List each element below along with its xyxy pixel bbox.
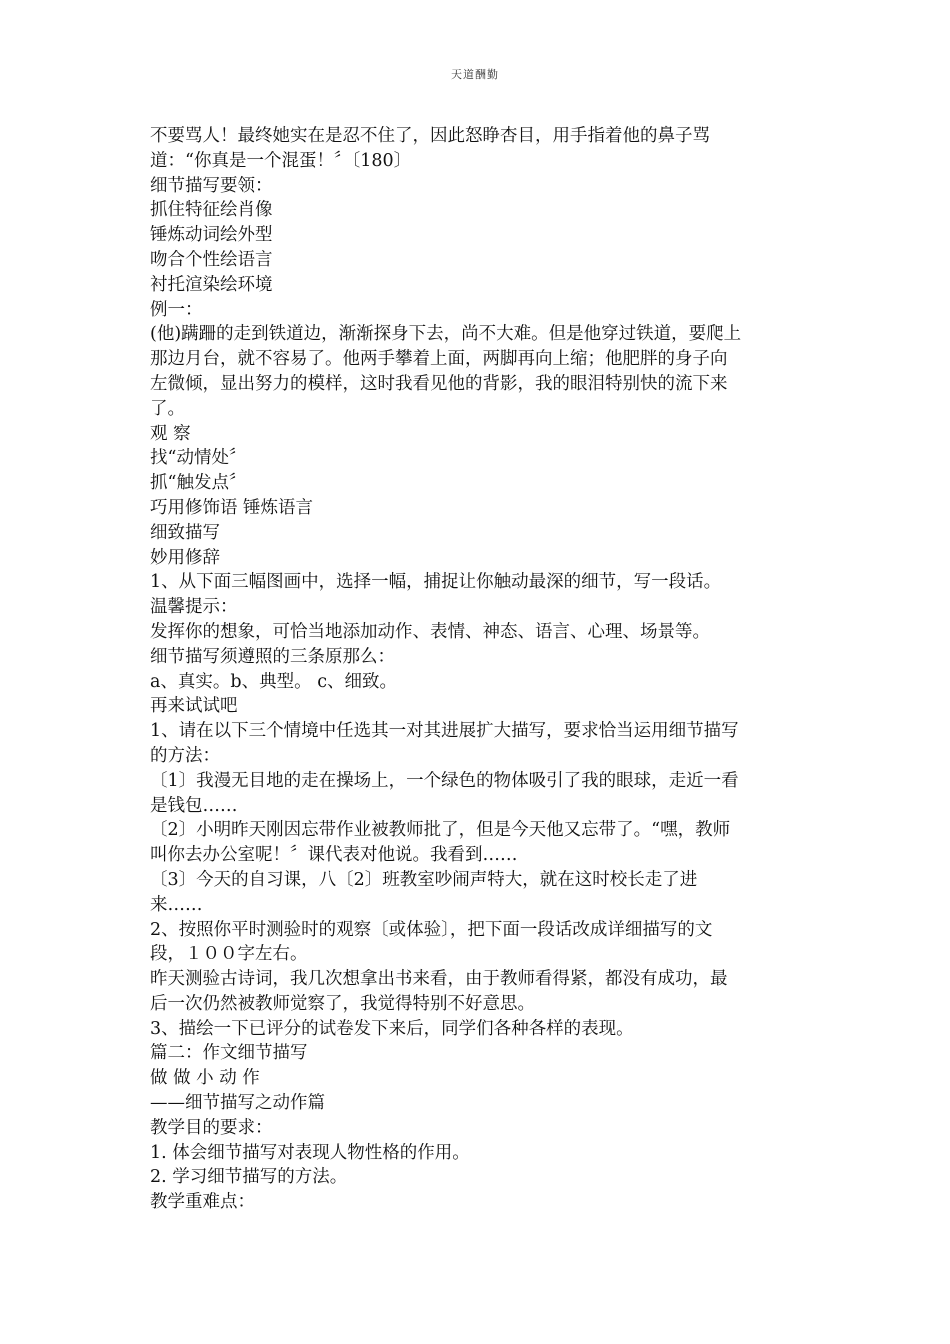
- text-line: 抓“触发点〞: [150, 473, 247, 494]
- text-line: 找“动情处〞: [150, 448, 247, 469]
- text-line: 再来试试吧: [150, 696, 238, 717]
- text-line: 〔1〕我漫无目地的走在操场上，一个绿色的物体吸引了我的眼球，走近一看: [150, 770, 739, 791]
- text-line: 的方法：: [150, 745, 220, 766]
- text-line: 不要骂人！最终她实在是忍不住了，因此怒睁杏目，用手指着他的鼻子骂: [150, 126, 710, 146]
- text-line: 妙用修辞: [150, 547, 220, 568]
- text-line: 例一：: [150, 299, 203, 320]
- text-line: 抓住特征绘肖像: [150, 200, 273, 221]
- text-line: 衬托渲染绘环境: [150, 274, 273, 295]
- text-line: 道：“你真是一个混蛋！〞〔180〕: [150, 150, 412, 171]
- text-line: 细节描写要领：: [150, 175, 273, 196]
- text-line: 左微倾，显出努力的模样，这时我看见他的背影，我的眼泪特别快的流下来: [150, 373, 728, 394]
- text-line: 教学重难点：: [150, 1192, 255, 1213]
- text-line: 温馨提示：: [150, 597, 238, 618]
- text-line: 做 做 小 动 作: [150, 1068, 260, 1089]
- text-line: 昨天测验古诗词，我几次想拿出书来看，由于教师看得紧，都没有成功，最: [150, 969, 728, 990]
- text-line: a、真实。b、典型。 c、细致。: [150, 671, 397, 692]
- text-line: 2、按照你平时测验时的观察〔或体验〕，把下面一段话改成详细描写的文: [150, 919, 713, 940]
- text-line: (他)蹒跚的走到铁道边，渐渐探身下去，尚不大难。但是他穿过铁道，要爬上: [150, 324, 742, 345]
- text-line: 〔3〕今天的自习课，八〔2〕班教室吵闹声特大，就在这时校长走了进: [150, 869, 698, 890]
- document-body: [150, 124, 802, 1215]
- text-line: 1、从下面三幅图画中，选择一幅，捕捉让你触动最深的细节，写一段话。: [150, 572, 722, 593]
- text-line: 细致描写: [150, 522, 220, 543]
- text-line: 了。: [150, 398, 185, 419]
- text-line: 教学目的要求：: [150, 1117, 273, 1138]
- text-line: 段，１００字左右。: [150, 944, 308, 965]
- text-line: 巧用修饰语 锤炼语言: [150, 497, 314, 518]
- text-line: 1、请在以下三个情境中任选其一对其进展扩大描写，要求恰当运用细节描写: [150, 721, 739, 742]
- text-line: 观 察: [150, 423, 191, 444]
- page-header: 天道酬勤: [451, 68, 499, 81]
- text-line: 来……: [150, 894, 203, 915]
- text-line: 1. 体会细节描写对表现人物性格的作用。: [150, 1142, 470, 1163]
- text-line: ——细节描写之动作篇: [150, 1093, 325, 1114]
- text-line: 发挥你的想象，可恰当地添加动作、表情、神态、语言、心理、场景等。: [150, 621, 710, 642]
- text-line: 细节描写须遵照的三条原那么：: [150, 646, 395, 667]
- text-line: 篇二：作文细节描写: [150, 1043, 308, 1064]
- text-line: 〔2〕小明昨天刚因忘带作业被教师批了，但是今天他又忘带了。“嘿，教师: [150, 820, 731, 841]
- text-line: 叫你去办公室呢！〞课代表对他说。我看到……: [150, 845, 518, 866]
- text-line: 锤炼动词绘外型: [150, 225, 273, 246]
- text-line: 后一次仍然被教师觉察了，我觉得特别不好意思。: [150, 993, 535, 1014]
- text-line: 2. 学习细节描写的方法。: [150, 1167, 348, 1188]
- text-line: 吻合个性绘语言: [150, 249, 273, 270]
- text-line: 3、描绘一下已评分的试卷发下来后，同学们各种各样的表现。: [150, 1018, 634, 1039]
- text-line: 是钱包……: [150, 795, 238, 816]
- text-line: 那边月台，就不容易了。他两手攀着上面，两脚再向上缩；他肥胖的身子向: [150, 349, 728, 370]
